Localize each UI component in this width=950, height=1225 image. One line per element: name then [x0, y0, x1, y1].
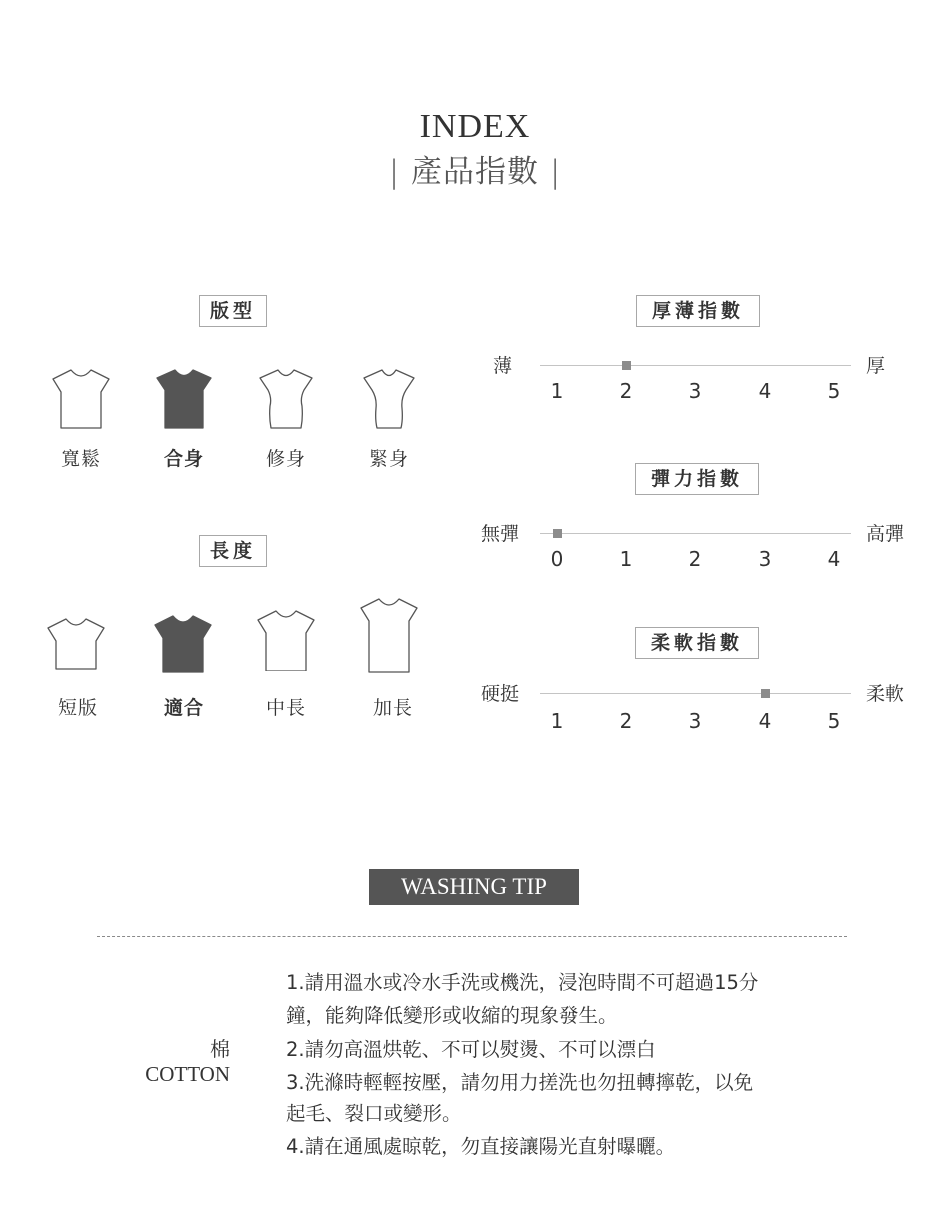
elasticity-left-label: 無彈	[481, 523, 520, 545]
fit-option-slim: 修身	[265, 448, 306, 470]
washing-tip-line: 4.請在通風處晾乾，勿直接讓陽光直射曝曬。	[286, 1135, 676, 1158]
length-label: 長度	[199, 535, 267, 567]
shirt-loose-icon	[51, 368, 111, 430]
elasticity-tick: 0	[550, 547, 564, 571]
elasticity-tick: 2	[688, 547, 702, 571]
fit-label: 版型	[199, 295, 267, 327]
softness-tick: 5	[827, 709, 841, 733]
thickness-left-label: 薄	[493, 355, 513, 377]
fit-option-loose: 寬鬆	[60, 448, 101, 470]
softness-tick: 2	[619, 709, 633, 733]
thickness-track	[540, 365, 851, 366]
thickness-tick: 1	[550, 379, 564, 403]
length-option-short: 短版	[57, 697, 98, 719]
length-option-medium-long: 中長	[265, 697, 306, 719]
index-subtitle: | 產品指數 |	[388, 154, 562, 190]
elasticity-marker	[553, 529, 562, 538]
elasticity-track	[540, 533, 851, 534]
washing-tip-line: 起毛、裂口或變形。	[286, 1102, 462, 1125]
index-title: INDEX	[419, 108, 531, 145]
softness-left-label: 硬挺	[481, 683, 520, 705]
softness-tick: 4	[758, 709, 772, 733]
elasticity-tick: 3	[758, 547, 772, 571]
shirt-medium-long-icon	[256, 609, 316, 671]
shirt-regular-icon	[153, 614, 213, 676]
softness-tick: 1	[550, 709, 564, 733]
thickness-tick: 2	[619, 379, 633, 403]
shirt-long-icon	[359, 597, 419, 673]
thickness-tick: 4	[758, 379, 772, 403]
shirt-slim-icon	[256, 368, 316, 430]
softness-tick: 3	[688, 709, 702, 733]
washing-tip-line: 1.請用溫水或冷水手洗或機洗，浸泡時間不可超過15分	[286, 971, 759, 994]
elasticity-tick: 4	[827, 547, 841, 571]
length-option-long: 加長	[372, 697, 413, 719]
softness-scale-label: 柔軟指數	[635, 627, 759, 659]
material-name-zh: 棉	[210, 1037, 230, 1061]
thickness-tick: 5	[827, 379, 841, 403]
softness-track	[540, 693, 851, 694]
fit-option-fitted: 合身	[163, 448, 204, 470]
softness-marker	[761, 689, 770, 698]
softness-right-label: 柔軟	[866, 683, 905, 705]
material-name-en: COTTON	[145, 1062, 230, 1086]
shirt-fitted-icon	[154, 368, 214, 430]
washing-tip-title: WASHING TIP	[369, 869, 579, 905]
thickness-marker	[622, 361, 631, 370]
shirt-short-icon	[46, 617, 106, 679]
washing-tip-line: 鐘，能夠降低變形或收縮的現象發生。	[286, 1004, 618, 1027]
washing-tip-line: 3.洗滌時輕輕按壓，請勿用力搓洗也勿扭轉擰乾，以免	[286, 1071, 754, 1094]
washing-divider	[97, 936, 847, 937]
thickness-scale-label: 厚薄指數	[636, 295, 760, 327]
length-option-regular: 適合	[163, 697, 204, 719]
elasticity-right-label: 高彈	[866, 523, 905, 545]
elasticity-tick: 1	[619, 547, 633, 571]
thickness-right-label: 厚	[866, 355, 886, 377]
elasticity-scale-label: 彈力指數	[635, 463, 759, 495]
shirt-tight-icon	[359, 368, 419, 430]
washing-tip-line: 2.請勿高溫烘乾、不可以熨燙、不可以漂白	[286, 1038, 656, 1061]
thickness-tick: 3	[688, 379, 702, 403]
fit-option-tight: 緊身	[368, 448, 409, 470]
